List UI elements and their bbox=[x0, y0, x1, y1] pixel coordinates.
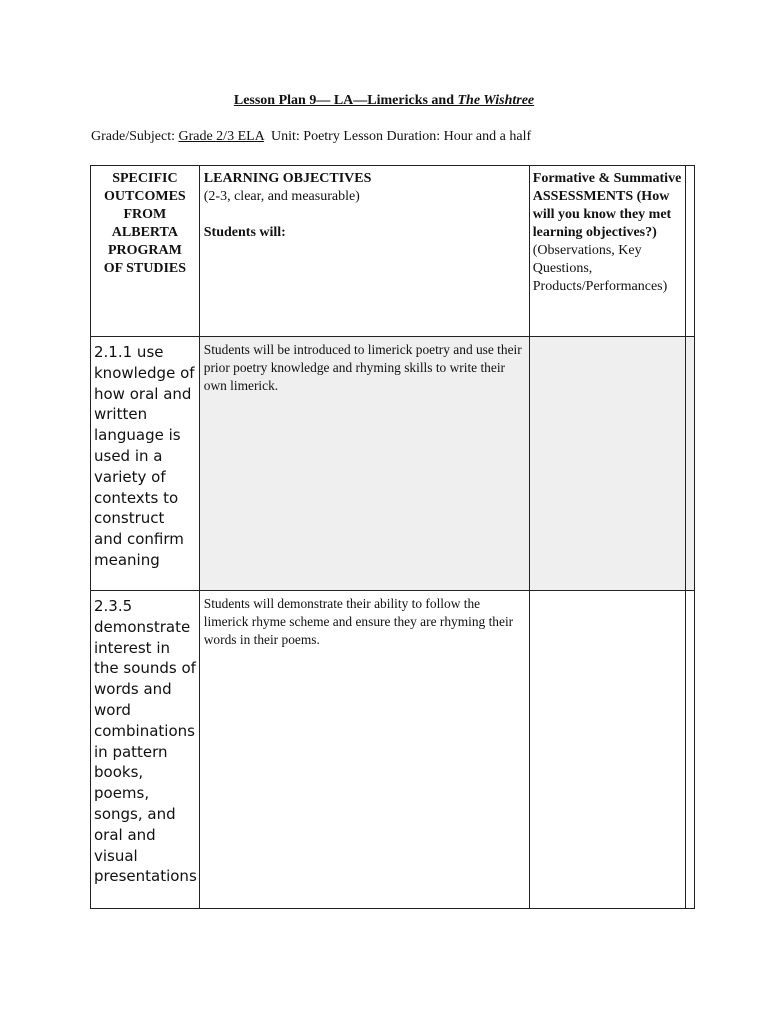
lesson-meta bbox=[91, 129, 531, 145]
header-outcomes-line: FROM bbox=[123, 207, 167, 222]
header-outcomes-line: PROGRAM bbox=[107, 243, 182, 258]
lesson-plan-table bbox=[90, 165, 695, 909]
assessments-examples: (Observations, Key Questions, Products/Performances) bbox=[532, 243, 668, 294]
title-italic: The Wishtree bbox=[457, 93, 535, 108]
outcome-cell: 2.1.1 use knowledge of how oral and written language is used in a variety of contexts to construct and confirm meaning bbox=[91, 337, 200, 591]
table-edge-cell bbox=[685, 166, 694, 337]
outcome-cell: 2.3.5 demonstrate interest in the sounds of words and word combinations in pattern books, poems, songs, and oral and visual presentations bbox=[91, 591, 200, 909]
table-row bbox=[91, 591, 695, 909]
header-outcomes-line: ALBERTA bbox=[111, 225, 178, 240]
header-outcomes-line: OUTCOMES bbox=[104, 189, 186, 204]
header-outcomes-line: SPECIFIC bbox=[112, 171, 178, 186]
header-assessments bbox=[529, 166, 685, 337]
students-will-label: Students will: bbox=[203, 225, 286, 240]
objective-cell: Students will demonstrate their ability to follow the limerick rhyme scheme and ensure they are rhyming their words in their poems. bbox=[199, 591, 529, 909]
objectives-subtitle: (2-3, clear, and measurable) bbox=[203, 189, 360, 204]
table-row bbox=[91, 337, 695, 591]
table-header-row bbox=[91, 166, 695, 337]
unit-duration: Unit: Poetry Lesson Duration: Hour and a half bbox=[264, 129, 532, 144]
header-outcomes-line: OF STUDIES bbox=[103, 261, 187, 276]
grade-label: Grade/Subject: bbox=[91, 129, 179, 144]
page-title bbox=[0, 93, 768, 109]
assessment-cell bbox=[529, 337, 685, 591]
objectives-title: LEARNING OBJECTIVES bbox=[203, 171, 372, 186]
table-edge-cell bbox=[685, 337, 694, 591]
header-outcomes bbox=[91, 166, 200, 337]
grade-value: Grade 2/3 ELA bbox=[178, 129, 265, 144]
title-main: Lesson Plan 9— LA—Limericks and bbox=[233, 93, 458, 108]
objective-cell: Students will be introduced to limerick poetry and use their prior poetry knowledge and rhyming skills to write their own limerick. bbox=[199, 337, 529, 591]
assessment-cell bbox=[529, 591, 685, 909]
header-objectives bbox=[199, 166, 529, 337]
table-edge-cell bbox=[685, 591, 694, 909]
assessments-title: Formative & Summative ASSESSMENTS (How will you know they met learning objectives?) bbox=[532, 171, 682, 240]
